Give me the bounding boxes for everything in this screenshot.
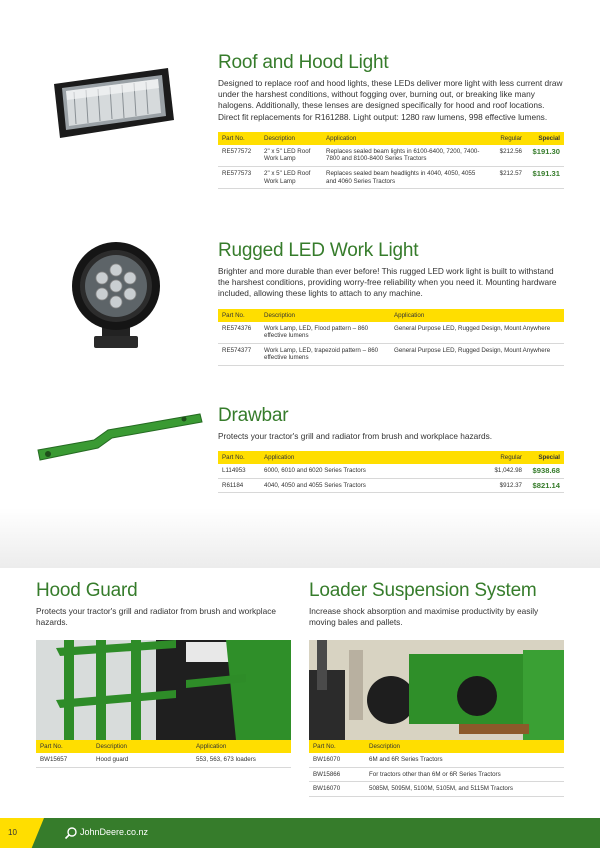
regular-price: $212.57 [486,167,526,189]
header-description: Description [92,740,192,753]
header-part-no: Part No. [218,132,260,145]
header-special: Special [526,132,564,145]
loader-suspension-table [309,740,564,797]
header-application: Application [322,132,486,145]
drawbar-description: Protects your tractor's grill and radiator from brush and workplace hazards. [218,431,493,441]
part-description: 2" x 5" LED Roof Work Lamp [260,167,322,189]
regular-price: $1,042.98 [476,464,526,478]
header-part-no: Part No. [218,309,260,322]
header-part-no: Part No. [36,740,92,753]
table-row [309,767,564,782]
page-number-tab [0,818,44,848]
part-application: Replaces sealed beam headlights in 4040, 4050, 4055 and 4060 Series Tractors [322,167,486,189]
part-description: Work Lamp, LED, Flood pattern – 860 effective lumens [260,322,390,344]
part-no: RE574376 [218,322,260,344]
part-no: BW15657 [36,753,92,767]
roof-light-table [218,132,564,189]
hood-guard-table-wrap [36,740,291,768]
rugged-light-image [66,236,166,356]
regular-price: $912.37 [476,478,526,493]
drawbar-image [34,410,204,464]
header-regular: Regular [486,132,526,145]
header-description: Description [260,309,390,322]
table-row [218,478,564,493]
part-description: Hood guard [92,753,192,767]
rugged-light-table [218,309,564,366]
hood-guard-image [36,640,291,740]
part-no: BW16070 [309,753,365,767]
part-description: For tractors other than 6M or 6R Series Tractors [365,767,564,782]
loader-suspension-title: Loader Suspension System [309,580,537,601]
header-application: Application [260,451,476,464]
header-application: Application [390,309,564,322]
part-no: BW15866 [309,767,365,782]
hood-guard-section [36,580,291,628]
header-part-no: Part No. [309,740,365,753]
table-header-row [218,132,564,145]
header-part-no: Part No. [218,451,260,464]
website-link[interactable]: JohnDeere.co.nz [80,827,149,837]
hood-guard-description: Protects your tractor's grill and radiator from brush and workplace hazards. [36,606,276,628]
table-header-row [309,740,564,753]
section-divider-band [0,508,600,568]
part-description: 2" x 5" LED Roof Work Lamp [260,145,322,167]
table-row [309,753,564,767]
header-special: Special [526,451,564,464]
table-row [218,145,564,167]
part-no: RE577573 [218,167,260,189]
part-application: Replaces sealed beam lights in 6100-6400, 7200, 7400-7800 and 8100-8400 Series Tractors [322,145,486,167]
part-application: General Purpose LED, Rugged Design, Mount Anywhere [390,322,564,344]
header-description: Description [260,132,322,145]
rugged-light-description: Brighter and more durable than ever before! This rugged LED work light is built to withstand the harshest conditions, providing worry-free reliability when you need it. Mounting hardware included, allowing these lights to attach to any machine. [218,266,557,299]
table-row [218,322,564,344]
part-no: L114953 [218,464,260,478]
part-application: 6000, 6010 and 6020 Series Tractors [260,464,476,478]
part-application: 553, 563, 673 loaders [192,753,291,767]
rugged-light-title: Rugged LED Work Light [218,240,419,261]
part-description: 6M and 6R Series Tractors [365,753,564,767]
hood-guard-title: Hood Guard [36,580,138,601]
special-price: $821.14 [526,478,564,493]
header-description: Description [365,740,564,753]
roof-light-title: Roof and Hood Light [218,52,389,73]
special-price: $191.30 [526,145,564,167]
roof-light-description: Designed to replace roof and hood lights, these LEDs deliver more light with less current draw under the harshest conditions, without fogging over, burning out, or breaking like many halogens. Additionally, these lenses are designed specifically for hood and roof locations. Direct fit replacements for R161288. Light output: 1280 raw lumens, 998 effective lumens. [218,78,563,122]
hood-guard-table [36,740,291,768]
part-application: General Purpose LED, Rugged Design, Mount Anywhere [390,343,564,365]
page-number: 10 [8,828,17,837]
table-header-row [36,740,291,753]
table-row [36,753,291,767]
table-row [218,167,564,189]
table-row [309,782,564,797]
part-no: RE577572 [218,145,260,167]
part-description: Work Lamp, LED, trapezoid pattern – 860 effective lumens [260,343,390,365]
drawbar-table [218,451,564,493]
part-no: BW16070 [309,782,365,797]
table-row [218,343,564,365]
part-no: R61184 [218,478,260,493]
part-no: RE574377 [218,343,260,365]
special-price: $191.31 [526,167,564,189]
special-price: $938.68 [526,464,564,478]
drawbar-section [218,405,564,493]
loader-suspension-description: Increase shock absorption and maximise productivity by easily moving bales and pallets. [309,606,539,628]
part-application: 4040, 4050 and 4055 Series Tractors [260,478,476,493]
rugged-light-section [218,240,564,366]
table-header-row [218,309,564,322]
table-header-row [218,451,564,464]
header-regular: Regular [476,451,526,464]
roof-light-section [218,52,564,189]
loader-suspension-section [309,580,564,628]
drawbar-title: Drawbar [218,405,289,426]
loader-suspension-image [309,640,564,740]
regular-price: $212.56 [486,145,526,167]
loader-suspension-table-wrap [309,740,564,797]
footer-bar [0,818,600,848]
table-row [218,464,564,478]
roof-light-image [40,62,180,142]
search-icon [64,826,78,840]
header-application: Application [192,740,291,753]
part-description: 5085M, 5095M, 5100M, 5105M, and 5115M Tractors [365,782,564,797]
